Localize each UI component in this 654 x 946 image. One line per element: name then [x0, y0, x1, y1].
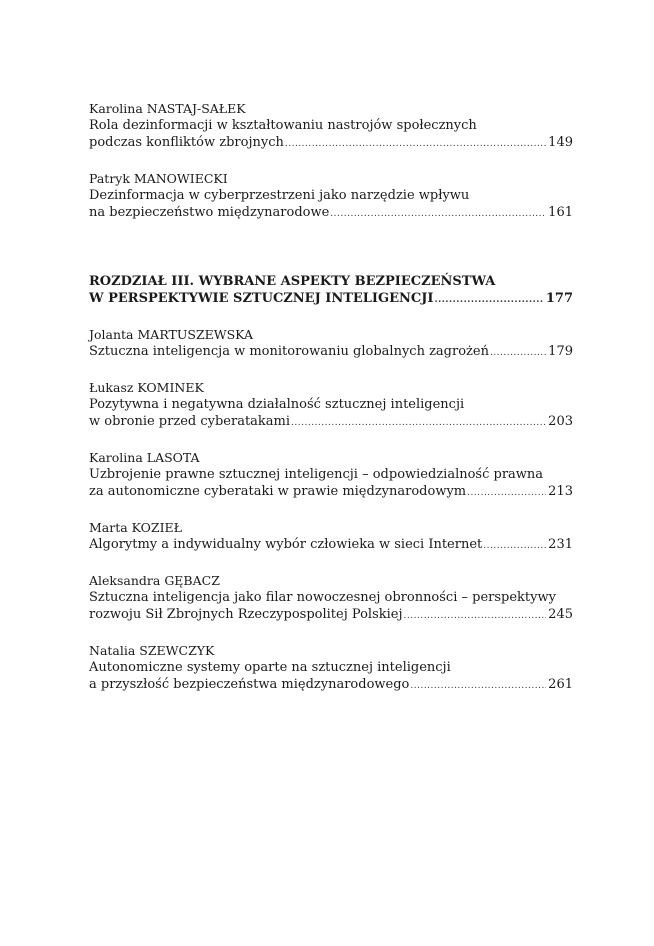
entry-title-line: Pozytywna i negatywna działalność sztucznej inteligencji: [89, 397, 465, 412]
entry-title-last-line[interactable]: [89, 676, 573, 695]
entry-title-text: a przyszłość bezpieczeństwa międzynarodowego: [89, 677, 410, 692]
entry-author: Łukasz KOMINEK: [89, 380, 204, 395]
entry-title-line: Dezinformacja w cyberprzestrzeni jako narzędzie wpływu: [89, 188, 470, 203]
toc-entry: [89, 326, 573, 362]
page-number: 161: [548, 205, 573, 220]
page-number: 177: [545, 291, 573, 306]
entry-title-last-line[interactable]: [89, 606, 573, 625]
entry-title-last-line[interactable]: [89, 134, 573, 153]
toc-entry: [89, 642, 573, 695]
entry-title-last-line[interactable]: [89, 536, 573, 555]
entry-author: Aleksandra GĘBACZ: [89, 573, 220, 588]
chapter-title-text: W PERSPEKTYWIE SZTUCZNEJ INTELIGENCJI: [89, 291, 434, 306]
dot-leader: [410, 678, 546, 695]
toc-entry: [89, 100, 573, 153]
entry-title-line: Sztuczna inteligencja jako filar nowoczesnej obronności – perspektywy: [89, 590, 556, 605]
chapter-title-last-line: [89, 290, 573, 309]
dot-leader: [483, 538, 546, 555]
entry-title-last-line[interactable]: [89, 413, 573, 432]
entry-title-text: na bezpieczeństwo międzynarodowe: [89, 205, 330, 220]
page-number: 261: [548, 677, 573, 692]
dot-leader: [467, 485, 546, 502]
entry-title-text: Sztuczna inteligencja w monitorowaniu globalnych zagrożeń: [89, 344, 489, 359]
entry-title-last-line[interactable]: [89, 204, 573, 223]
toc-entry: [89, 572, 573, 625]
toc-entry: [89, 379, 573, 432]
page-number: 149: [548, 135, 573, 150]
dot-leader: [285, 136, 546, 153]
table-of-contents: [89, 100, 573, 712]
chapter-title-line: ROZDZIAŁ III. WYBRANE ASPEKTY BEZPIECZEŃSTWA: [89, 274, 496, 289]
page-number: 231: [548, 537, 573, 552]
page-number: 203: [548, 414, 573, 429]
entry-title-line: Autonomiczne systemy oparte na sztucznej inteligencji: [89, 660, 451, 675]
page-number: 245: [548, 607, 573, 622]
entry-title-text: w obronie przed cyberatakami: [89, 414, 291, 429]
toc-entry: [89, 449, 573, 502]
entry-author: Karolina LASOTA: [89, 450, 200, 465]
entry-title-last-line[interactable]: [89, 483, 573, 502]
entry-title-text: podczas konfliktów zbrojnych: [89, 135, 284, 150]
dot-leader: [435, 292, 544, 309]
entry-author: Karolina NASTAJ-SAŁEK: [89, 101, 246, 116]
entry-title-last-line[interactable]: [89, 343, 573, 362]
page-number: 179: [548, 344, 573, 359]
entry-title-text: Algorytmy a indywidualny wybór człowieka w sieci Internet: [89, 537, 483, 552]
entry-author: Jolanta MARTUSZEWSKA: [89, 327, 254, 342]
page-number: 213: [548, 484, 573, 499]
chapter-heading[interactable]: [89, 273, 573, 309]
dot-leader: [291, 415, 546, 432]
entry-author: Marta KOZIEŁ: [89, 520, 183, 535]
entry-title-line: Rola dezinformacji w kształtowaniu nastrojów społecznych: [89, 118, 477, 133]
entry-title-text: rozwoju Sił Zbrojnych Rzeczypospolitej Polskiej: [89, 607, 403, 622]
dot-leader: [404, 608, 547, 625]
toc-entry: [89, 519, 573, 555]
entry-title-text: za autonomiczne cyberataki w prawie międzynarodowym: [89, 484, 467, 499]
toc-entry: [89, 170, 573, 223]
entry-title-line: Uzbrojenie prawne sztucznej inteligencji – odpowiedzialność prawna: [89, 467, 544, 482]
dot-leader: [490, 345, 546, 362]
entry-author: Natalia SZEWCZYK: [89, 643, 215, 658]
dot-leader: [330, 206, 546, 223]
entry-author: Patryk MANOWIECKI: [89, 171, 228, 186]
